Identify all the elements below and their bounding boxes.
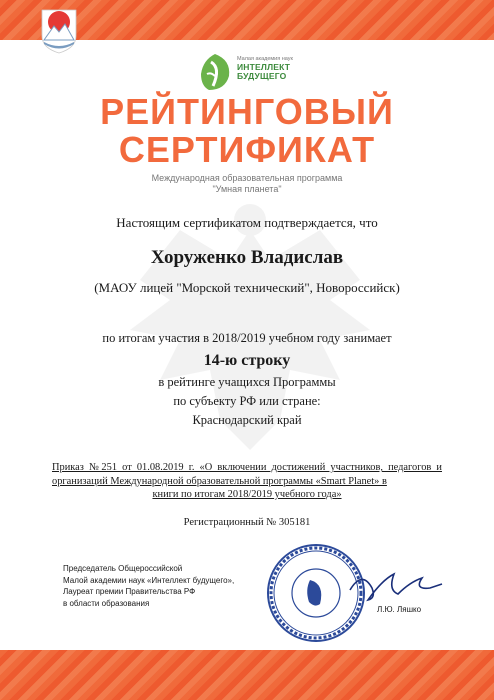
rating-description-line2: по субъекту РФ или стране: [173, 394, 321, 408]
certificate-title-line2: СЕРТИФИКАТ [118, 129, 376, 170]
chairman-line3: Лауреат премии Правительства РФ [63, 587, 196, 596]
chairman-block [63, 563, 283, 609]
program-name-line1: Международная образовательная программа [151, 173, 343, 183]
recipient-name: Хоруженко Владислав [150, 247, 344, 268]
logo-title-line2: БУДУЩЕГО [237, 71, 287, 81]
order-reference [52, 461, 442, 502]
logo-subtitle: Малая академия наук [237, 56, 293, 62]
intellect-future-logo [197, 52, 307, 92]
leaf-logo-icon [197, 52, 233, 92]
order-text-last-line: книги по итогам 2018/2019 учебного года» [152, 489, 342, 500]
region-name: Краснодарский край [192, 413, 302, 427]
signer-name: Л.Ю. Ляшко [377, 605, 422, 614]
chairman-line1: Председатель Общероссийской [63, 564, 183, 573]
program-name-line2: "Умная планета" [212, 184, 282, 194]
result-text: по итогам участия в 2018/2019 учебном году занимает [102, 331, 392, 345]
signature-icon [342, 560, 447, 610]
chairman-line4: в области образования [63, 598, 150, 608]
rating-place: 14-ю строку [203, 352, 291, 369]
rating-description-line1: в рейтинге учащихся Программы [158, 375, 336, 389]
chairman-line2: Малой академии наук «Интеллект будущего», [63, 575, 235, 585]
order-text: Приказ №251 от 01.08.2019 г. «О включении достижений участников, педагогов и организаций Международной образовательной программы «Smart Planet» в [52, 462, 442, 487]
bottom-decorative-border [0, 650, 494, 700]
recipient-school: (МАОУ лицей "Морской технический", Новороссийск) [94, 280, 400, 295]
confirmation-text: Настоящим сертификатом подтверждается, что [116, 215, 378, 230]
mountain-emblem-icon [38, 6, 80, 54]
registration-number: Регистрационный № 305181 [183, 517, 311, 528]
certificate-title-line1: РЕЙТИНГОВЫЙ [100, 91, 394, 132]
logo-title-line1: ИНТЕЛЛЕКТ [237, 62, 291, 72]
